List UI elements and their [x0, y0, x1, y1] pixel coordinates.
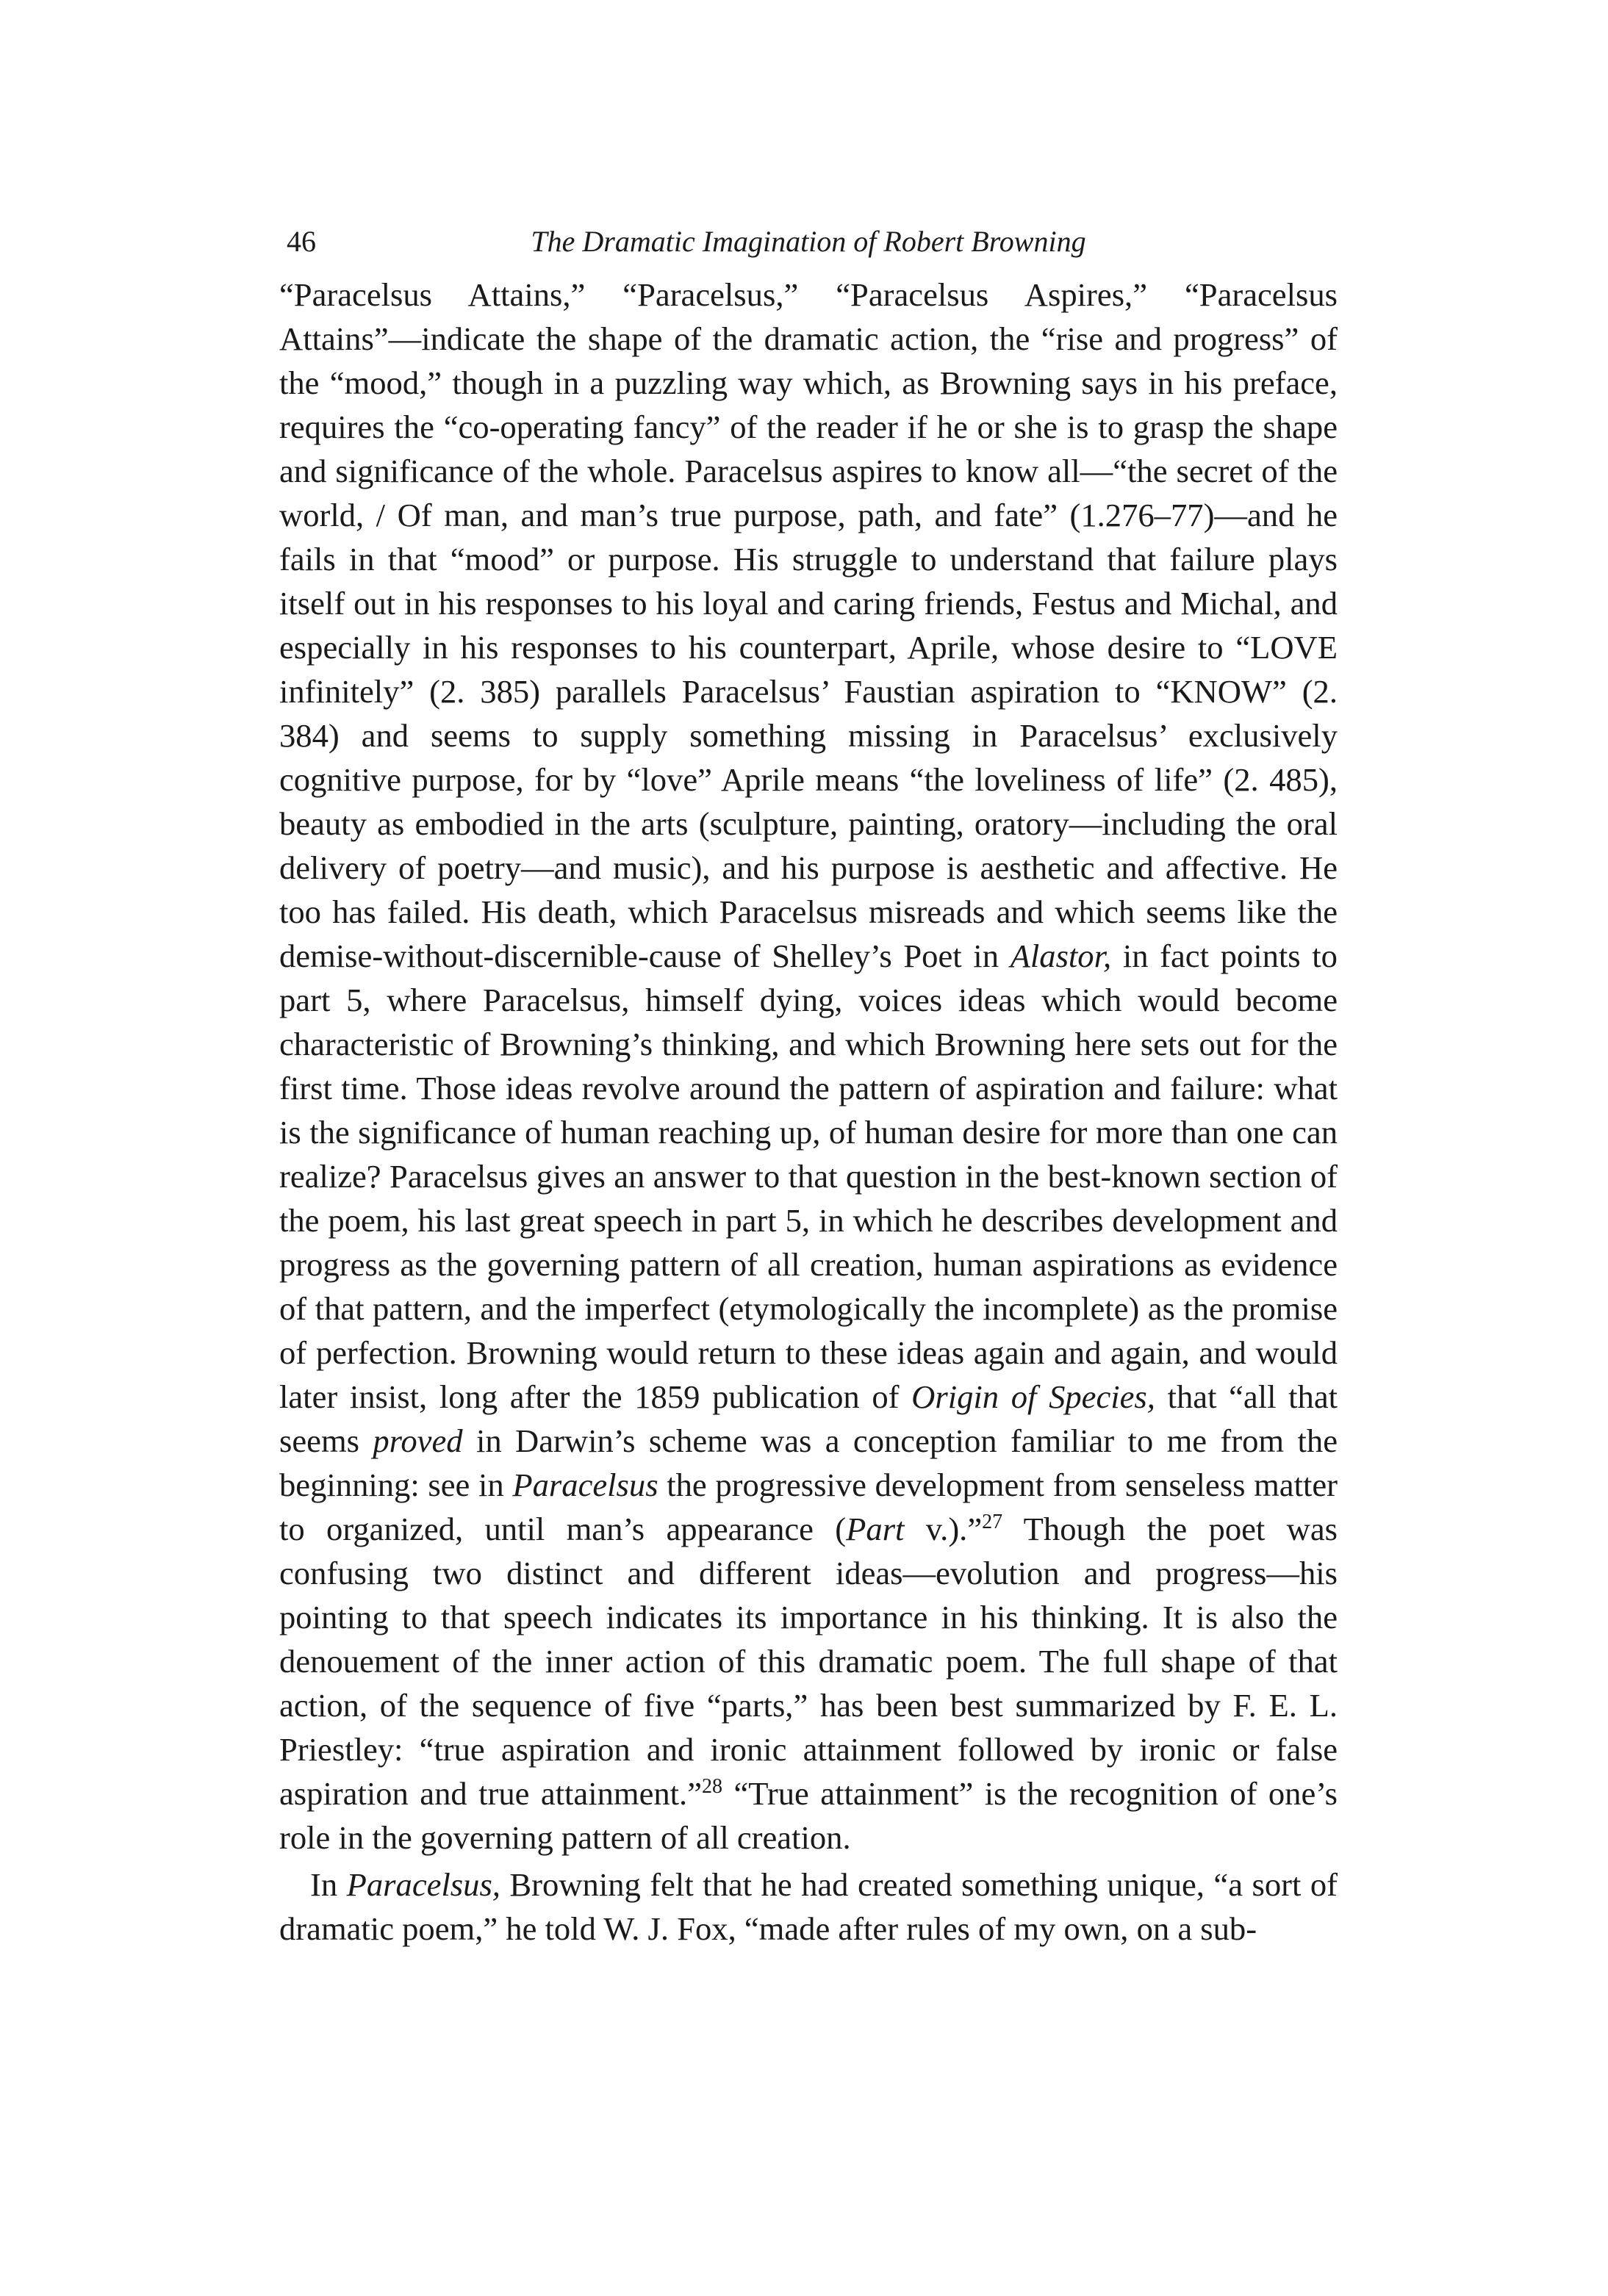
text-run: Browning felt that he had created something unique, “a sort of dramatic poem,” he told W. J. Fox, “made after rules of my own, on a sub- — [279, 1866, 1338, 1947]
paragraph-2 — [279, 1863, 1338, 1951]
text-run: in Darwin’s scheme was a conception familiar to me from the beginning: see in — [279, 1422, 1338, 1503]
book-page — [279, 224, 1338, 1951]
text-run: Though the poet was confusing two distinct and different ideas—evolution and progress—his pointing to that speech indicates its importance in his thinking. It is also the denouement of the inner action of this dramatic poem. The full shape of that action, of the sequence of five “parts,” has been best summarized by F. E. L. Priestley: “true aspiration and ironic attainment followed by ironic or false aspiration and true attainment.” — [279, 1511, 1338, 1812]
italic-title-paracelsus: Paracelsus — [512, 1467, 658, 1503]
text-run: In — [310, 1866, 347, 1903]
body-text — [279, 273, 1338, 1951]
running-head — [279, 224, 1338, 268]
text-run: “Paracelsus Attains,” “Paracelsus,” “Paracelsus Aspires,” “Paracelsus Attains”—indicate the shape of the dramatic action, the “rise and progress” of the “mood,” though in a puzzling way which, as Browning says in his preface, requires the “co-operating fancy” of the reader if he or she is to grasp the shape and significance of the whole. Paracelsus aspires to know all—“the secret of the world, / Of man, and man’s true purpose, path, and fate” (1.276–77)—and he fails in that “mood” or purpose. His struggle to understand that failure plays itself out in his responses to his loyal and caring friends, Festus and Michal, and especially in his responses to his counterpart, Aprile, whose desire to “LOVE infinitely” (2. 385) parallels Paracelsus’ Faustian aspiration to “KNOW” (2. 384) and seems to supply something missing in Paracelsus’ exclusively cognitive purpose, for by “love” Aprile means “the loveliness of life” (2. 485), beauty as embodied in the arts (sculpture, painting, oratory—including the oral delivery of poetry—and music), and his purpose is aesthetic and affective. He too has failed. His death, which Paracelsus misreads and which seems like the demise-without-discernible-cause of Shelley’s Poet in — [279, 276, 1338, 974]
italic-word-proved: proved — [373, 1422, 463, 1459]
italic-title-paracelsus: Paracelsus, — [346, 1866, 500, 1903]
text-run: that “all that seems — [279, 1378, 1338, 1459]
footnote-ref-27[interactable]: 27 — [982, 1511, 1003, 1534]
text-run: v.).” — [904, 1511, 983, 1547]
text-run: in fact points to part 5, where Paracelsus, himself dying, voices ideas which would become characteristic of Browning’s thinking, and which Browning here sets out for the first time. Those ideas revolve around the pattern of aspiration and failure: what is the significance of human reaching up, of human desire for more than one can realize? Paracelsus gives an answer to that question in the best-known section of the poem, his last great speech in part 5, in which he describes development and progress as the governing pattern of all creation, human aspirations as evidence of that pattern, and the imperfect (etymologically the incomplete) as the promise of perfection. Browning would return to these ideas again and again, and would later insist, long after the 1859 publication of — [279, 938, 1338, 1415]
running-title: The Dramatic Imagination of Robert Browning — [531, 225, 1086, 258]
footnote-ref-28[interactable]: 28 — [702, 1775, 723, 1799]
page-number: 46 — [287, 225, 316, 258]
italic-title-origin-of-species: Origin of Species, — [911, 1378, 1155, 1415]
text-run: the progressive development from senseless matter to organized, until man’s appearance ( — [279, 1467, 1338, 1547]
paragraph-1 — [279, 273, 1338, 1860]
italic-word-part: Part — [846, 1511, 905, 1547]
text-run: “True attainment” is the recognition of one’s role in the governing pattern of all creation. — [279, 1775, 1338, 1856]
italic-title-alastor: Alastor, — [1010, 938, 1112, 974]
